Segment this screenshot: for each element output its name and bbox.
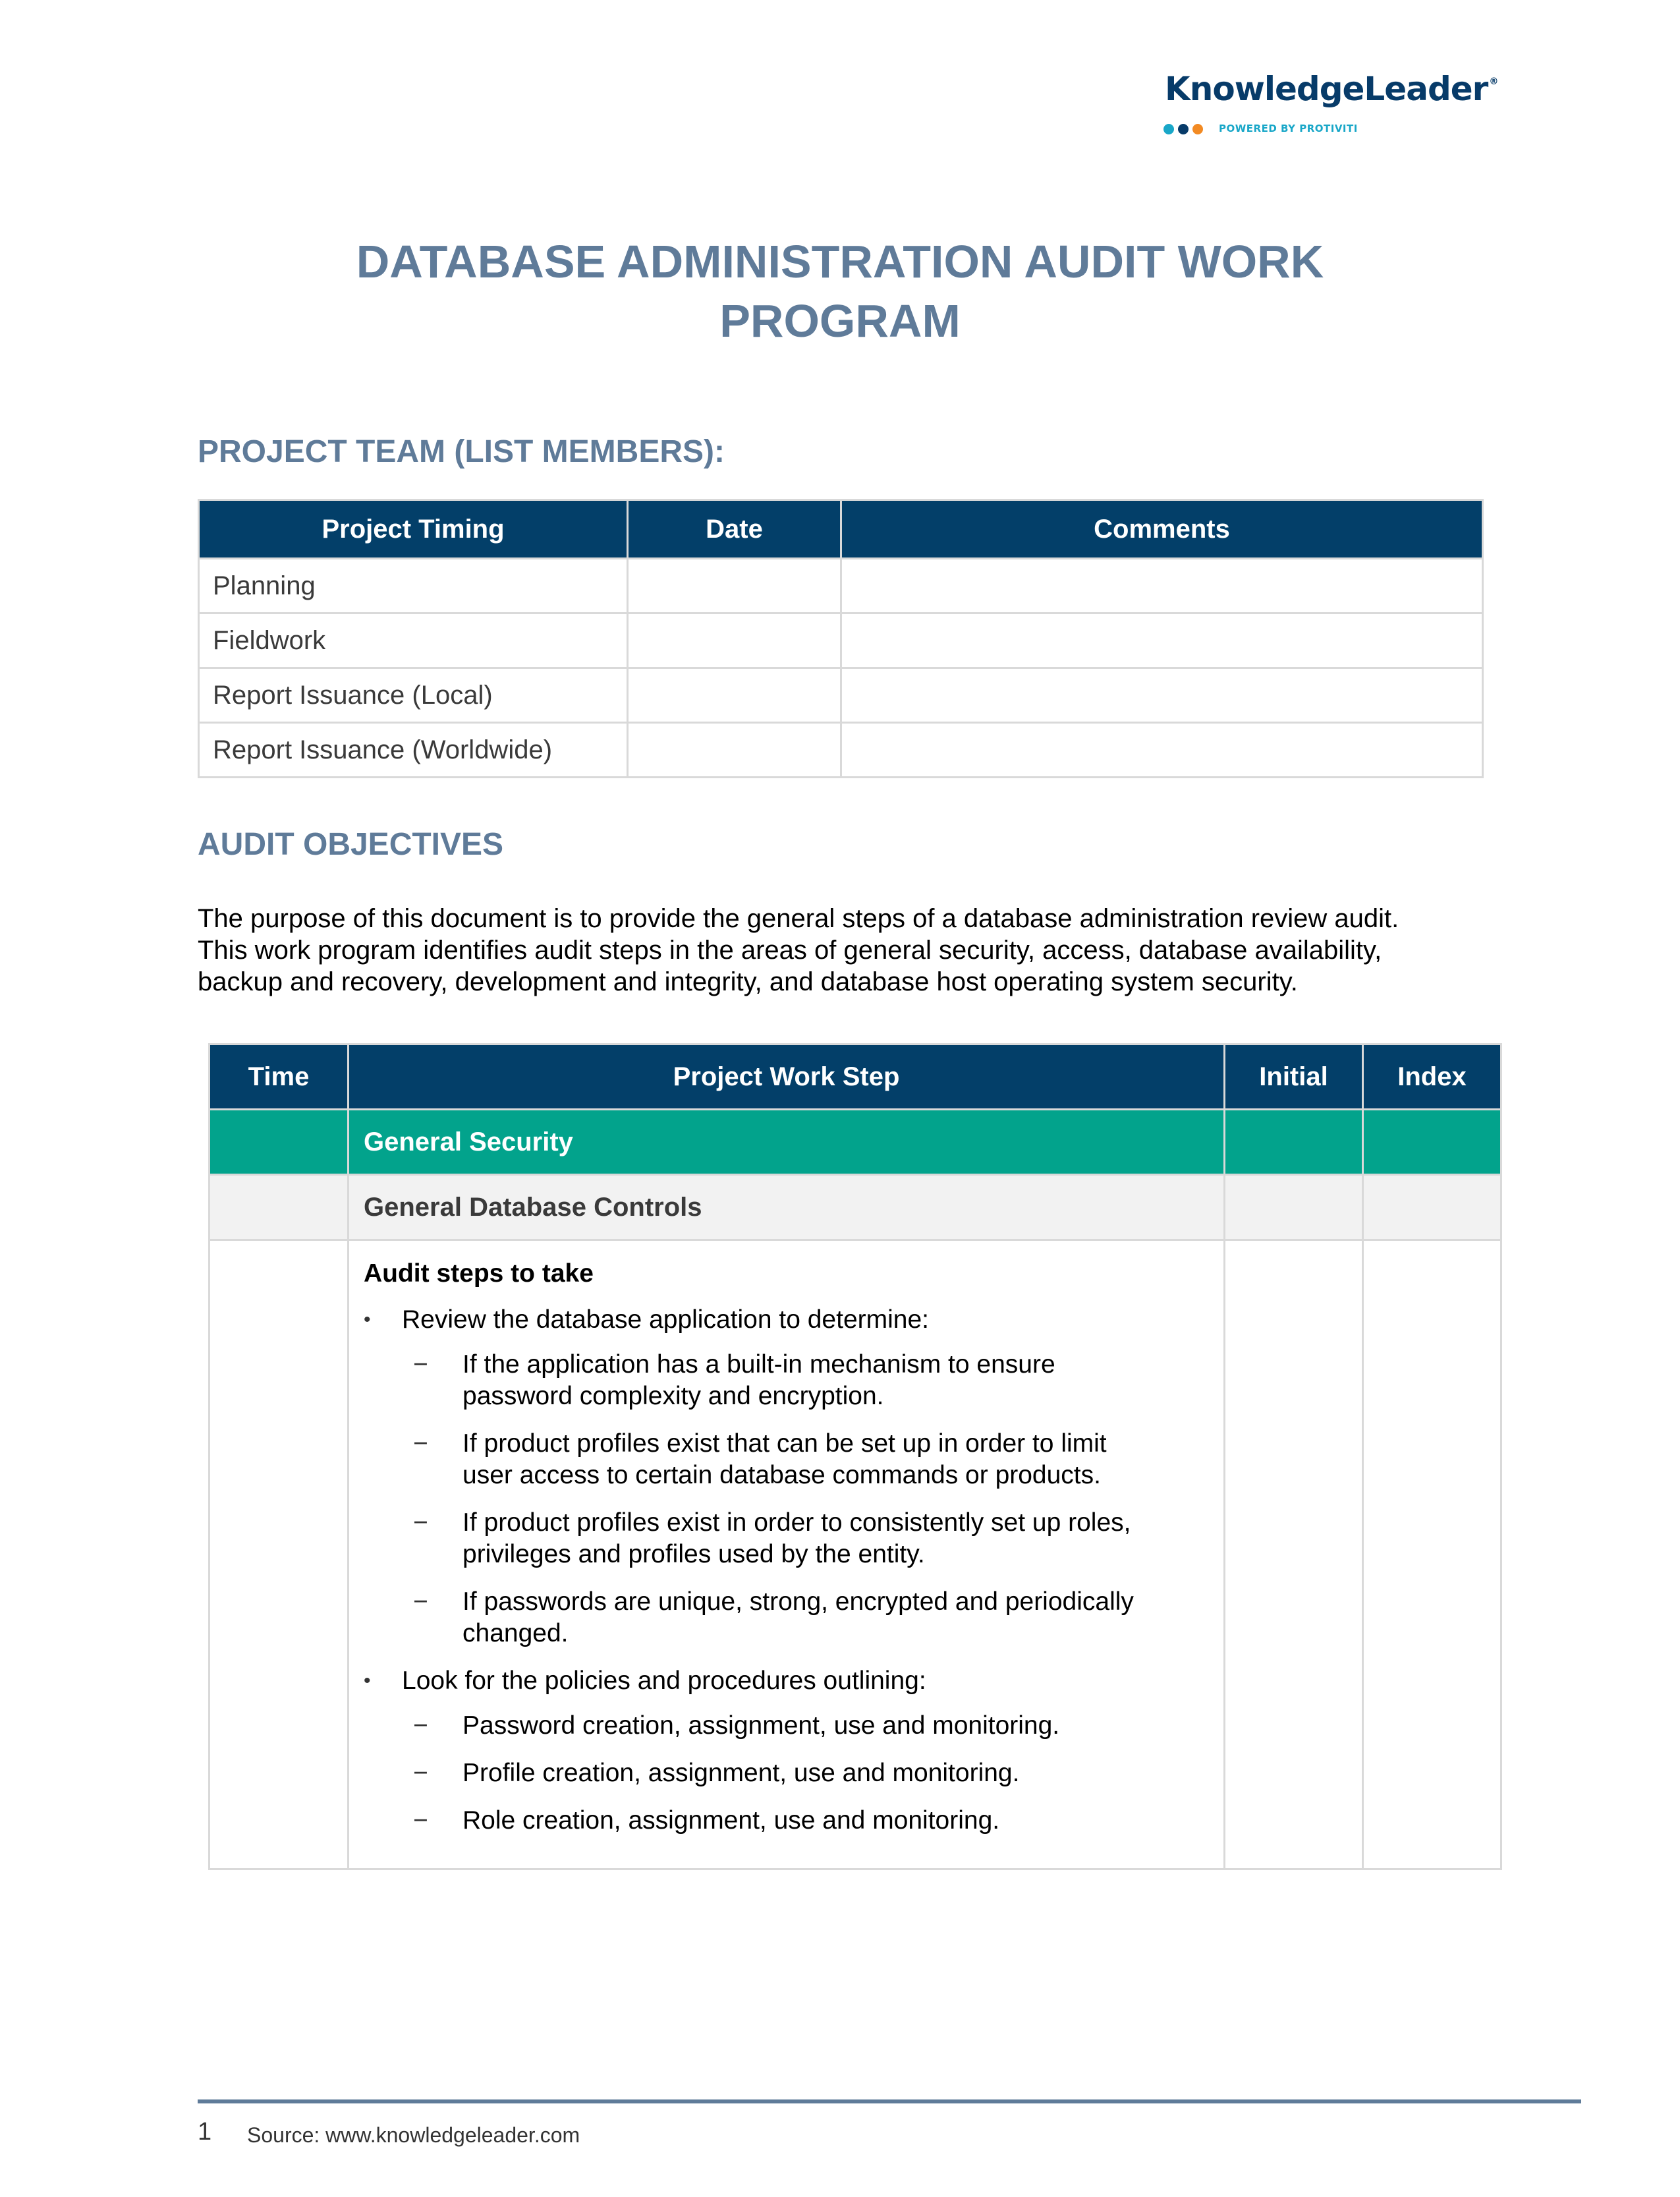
initial-cell[interactable] [1225, 1240, 1363, 1869]
audit-steps-row [210, 1240, 1501, 1869]
work-program-table [208, 1043, 1502, 1870]
sub-bullet-item [364, 1349, 1210, 1412]
paragraph-line: This work program identifies audit steps in the areas of general security, access, database availability, [198, 936, 1382, 965]
logo-wordmark: KnowledgeLeader [1165, 70, 1488, 108]
sub-bullet-text: If product profiles exist in order to consistently set up roles, privileges and profiles used by the entity. [462, 1508, 1131, 1568]
initial-cell[interactable] [1225, 1110, 1363, 1175]
sub-bullet-text: Password creation, assignment, use and monitoring. [462, 1711, 1060, 1740]
timing-cell: Fieldwork [199, 613, 628, 668]
knowledgeleader-logo [1165, 70, 1498, 108]
registered-mark: ® [1489, 76, 1498, 87]
logo-dots-icon [1163, 124, 1203, 134]
sub-bullet-text: Role creation, assignment, use and monitoring. [462, 1806, 1000, 1835]
timing-cell: Report Issuance (Local) [199, 668, 628, 723]
timing-cell: Planning [199, 559, 628, 613]
sub-bullet-item [364, 1757, 1210, 1789]
table-row [199, 613, 1483, 668]
navy-dot-icon [1178, 124, 1189, 134]
date-cell[interactable] [628, 723, 841, 778]
steps-title: Audit steps to take [364, 1259, 594, 1288]
paragraph-line: backup and recovery, development and integrity, and database host operating system security. [198, 967, 1298, 996]
subsection-title: General Database Controls [349, 1175, 1225, 1240]
logo-tagline: POWERED BY PROTIVITI [1219, 123, 1358, 134]
work-step-cell [349, 1240, 1225, 1869]
project-team-heading: PROJECT TEAM (LIST MEMBERS): [198, 434, 725, 469]
cyan-dot-icon [1163, 124, 1174, 134]
sub-bullet-item [364, 1586, 1210, 1649]
initial-cell[interactable] [1225, 1175, 1363, 1240]
dash-icon: − [413, 1759, 428, 1787]
subsection-row-general-database-controls [210, 1175, 1501, 1240]
dash-icon: − [413, 1508, 428, 1537]
column-header-comments: Comments [841, 500, 1483, 559]
audit-objectives-paragraph [198, 903, 1515, 998]
column-header-project-timing: Project Timing [199, 500, 628, 559]
index-cell[interactable] [1363, 1110, 1501, 1175]
sub-bullet-item [364, 1507, 1210, 1570]
dash-icon: − [413, 1350, 428, 1379]
date-cell[interactable] [628, 668, 841, 723]
page-number: 1 [198, 2118, 212, 2146]
column-header-time: Time [210, 1044, 349, 1110]
dash-icon: − [413, 1429, 428, 1458]
table-row [199, 723, 1483, 778]
page-title-line2: PROGRAM [719, 295, 961, 347]
paragraph-line: The purpose of this document is to provide the general steps of a database administration review audit. [198, 904, 1399, 933]
index-cell[interactable] [1363, 1240, 1501, 1869]
dash-icon: − [413, 1587, 428, 1616]
footer-divider [198, 2099, 1581, 2103]
audit-objectives-heading: AUDIT OBJECTIVES [198, 827, 504, 862]
column-header-initial: Initial [1225, 1044, 1363, 1110]
sub-bullet-item [364, 1428, 1210, 1491]
timing-cell: Report Issuance (Worldwide) [199, 723, 628, 778]
dash-icon: − [413, 1806, 428, 1835]
date-cell[interactable] [628, 613, 841, 668]
column-header-project-work-step: Project Work Step [349, 1044, 1225, 1110]
table-row [199, 668, 1483, 723]
column-header-index: Index [1363, 1044, 1501, 1110]
footer-source: Source: www.knowledgeleader.com [247, 2123, 580, 2147]
bullet-text: Review the database application to determine: [402, 1305, 929, 1334]
sub-bullet-text: If passwords are unique, strong, encrypted and periodically changed. [462, 1587, 1134, 1647]
comments-cell[interactable] [841, 613, 1483, 668]
index-cell[interactable] [1363, 1175, 1501, 1240]
column-header-date: Date [628, 500, 841, 559]
dash-icon: − [413, 1711, 428, 1740]
page-title [0, 232, 1680, 351]
page-title-line1: DATABASE ADMINISTRATION AUDIT WORK [356, 236, 1324, 287]
bullet-icon: • [364, 1309, 371, 1330]
project-timing-table [198, 499, 1484, 778]
sub-bullet-item [364, 1805, 1210, 1837]
sub-bullet-text: If the application has a built-in mechanism to ensure password complexity and encryption. [462, 1350, 1055, 1410]
comments-cell[interactable] [841, 723, 1483, 778]
orange-dot-icon [1192, 124, 1203, 134]
comments-cell[interactable] [841, 559, 1483, 613]
date-cell[interactable] [628, 559, 841, 613]
bullet-icon: • [364, 1670, 371, 1692]
section-title: General Security [349, 1110, 1225, 1175]
sub-bullet-item [364, 1710, 1210, 1742]
time-cell[interactable] [210, 1175, 349, 1240]
time-cell[interactable] [210, 1110, 349, 1175]
time-cell[interactable] [210, 1240, 349, 1869]
table-row [199, 559, 1483, 613]
sub-bullet-text: If product profiles exist that can be set up in order to limit user access to certain database commands or products. [462, 1429, 1107, 1489]
bullet-text: Look for the policies and procedures outlining: [402, 1667, 926, 1695]
sub-bullet-text: Profile creation, assignment, use and monitoring. [462, 1759, 1020, 1787]
section-row-general-security [210, 1110, 1501, 1175]
comments-cell[interactable] [841, 668, 1483, 723]
bullet-item [364, 1665, 1210, 1697]
bullet-item [364, 1304, 1210, 1336]
table-header-row [199, 500, 1483, 559]
table-header-row [210, 1044, 1501, 1110]
